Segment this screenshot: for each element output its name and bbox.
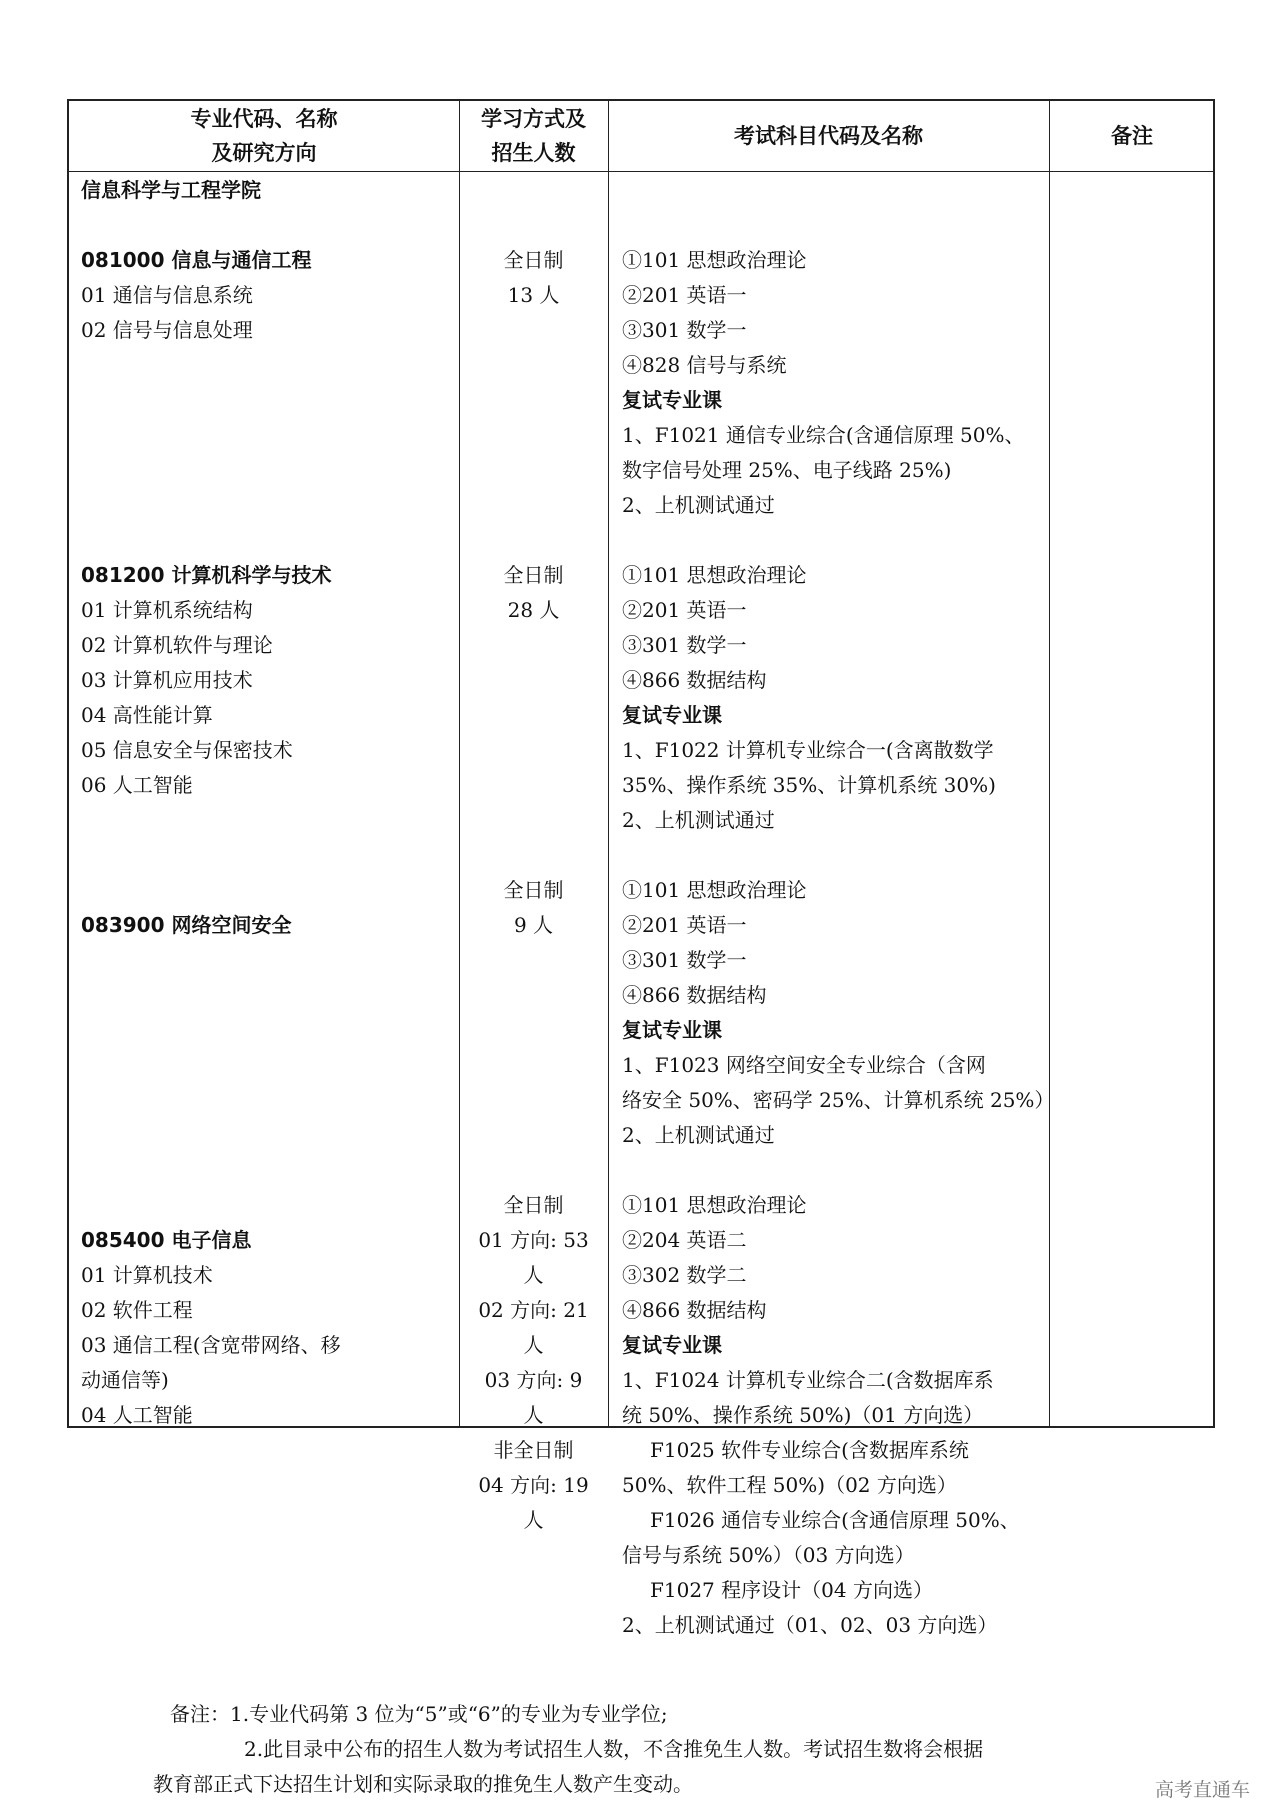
mode-line: 全日制 bbox=[503, 563, 564, 587]
mode-line: 13 人 bbox=[507, 283, 560, 307]
watermark: 高考直通车 bbox=[1154, 1779, 1250, 1801]
retest-item: 1、F1022 计算机专业综合一(含离散数学 bbox=[622, 738, 994, 762]
header-major-line1: 专业代码、名称 bbox=[190, 107, 338, 131]
direction-item: 01 计算机系统结构 bbox=[81, 598, 253, 622]
mode-line: 人 bbox=[523, 1333, 544, 1357]
mode-line: 全日制 bbox=[503, 878, 564, 902]
major-column bbox=[81, 173, 453, 1433]
retest-item: 1、F1021 通信专业综合(含通信原理 50%、 bbox=[622, 423, 1025, 447]
header-remarks-label: 备注 bbox=[1111, 124, 1153, 148]
mode-line: 人 bbox=[523, 1508, 544, 1532]
major-title: 085400 电子信息 bbox=[81, 1228, 252, 1252]
retest-item: 35%、操作系统 35%、计算机系统 30%) bbox=[622, 773, 996, 797]
column-divider bbox=[608, 101, 609, 1426]
retest-item: 1、F1023 网络空间安全专业综合（含网 bbox=[622, 1053, 986, 1077]
mode-line: 01 方向: 53 bbox=[478, 1228, 589, 1252]
header-mode bbox=[459, 101, 608, 171]
major-title: 083900 网络空间安全 bbox=[81, 913, 292, 937]
mode-line: 全日制 bbox=[503, 1193, 564, 1217]
mode-line: 04 方向: 19 bbox=[478, 1473, 589, 1497]
exam-subject: ①101 思想政治理论 bbox=[622, 248, 807, 272]
header-exams bbox=[608, 101, 1049, 171]
mode-line: 03 方向: 9 bbox=[484, 1368, 583, 1392]
major-title: 081000 信息与通信工程 bbox=[81, 248, 312, 272]
direction-item: 05 信息安全与保密技术 bbox=[81, 738, 293, 762]
footnote-line: 备注：1.专业代码第 3 位为“5”或“6”的专业为专业学位; bbox=[170, 1702, 668, 1726]
mode-line: 非全日制 bbox=[493, 1438, 574, 1462]
retest-label: 复试专业课 bbox=[622, 1018, 722, 1042]
exam-subject: ④866 数据结构 bbox=[622, 1298, 767, 1322]
exam-subject: ②201 英语一 bbox=[622, 913, 747, 937]
mode-line: 9 人 bbox=[513, 913, 554, 937]
retest-label: 复试专业课 bbox=[622, 388, 722, 412]
header-major bbox=[69, 101, 459, 171]
header-major-line2: 及研究方向 bbox=[211, 141, 317, 165]
exam-subject: ③302 数学二 bbox=[622, 1263, 747, 1287]
direction-item: 02 信号与信息处理 bbox=[81, 318, 253, 342]
exams-column bbox=[622, 173, 1055, 1643]
retest-item: 数字信号处理 25%、电子线路 25%) bbox=[622, 458, 952, 482]
mode-line: 02 方向: 21 bbox=[478, 1298, 589, 1322]
direction-item: 01 计算机技术 bbox=[81, 1263, 213, 1287]
direction-item: 01 通信与信息系统 bbox=[81, 283, 253, 307]
retest-item: 2、上机测试通过 bbox=[622, 1123, 775, 1147]
direction-item: 04 高性能计算 bbox=[81, 703, 213, 727]
direction-item: 03 计算机应用技术 bbox=[81, 668, 253, 692]
direction-item: 04 人工智能 bbox=[81, 1403, 193, 1427]
major-title: 081200 计算机科学与技术 bbox=[81, 563, 332, 587]
exam-subject: ④866 数据结构 bbox=[622, 983, 767, 1007]
retest-item: 信号与系统 50%）（03 方向选） bbox=[622, 1543, 915, 1567]
footnote-line: 教育部正式下达招生计划和实际录取的推免生人数产生变动。 bbox=[153, 1772, 693, 1796]
exam-subject: ①101 思想政治理论 bbox=[622, 563, 807, 587]
mode-line: 全日制 bbox=[503, 248, 564, 272]
exam-subject: ③301 数学一 bbox=[622, 948, 747, 972]
footnote-line: 2.此目录中公布的招生人数为考试招生人数，不含推免生人数。考试招生数将会根据 bbox=[244, 1737, 984, 1761]
retest-item: F1025 软件专业综合(含数据库系统 bbox=[650, 1438, 969, 1462]
direction-item: 动通信等) bbox=[81, 1368, 169, 1392]
header-exams-label: 考试科目代码及名称 bbox=[734, 124, 923, 148]
college-name: 信息科学与工程学院 bbox=[81, 178, 261, 202]
retest-label: 复试专业课 bbox=[622, 703, 722, 727]
direction-item: 06 人工智能 bbox=[81, 773, 193, 797]
retest-item: 1、F1024 计算机专业综合二(含数据库系 bbox=[622, 1368, 994, 1392]
exam-subject: ②204 英语二 bbox=[622, 1228, 747, 1252]
header-mode-line1: 学习方式及 bbox=[481, 107, 586, 131]
direction-item: 02 计算机软件与理论 bbox=[81, 633, 273, 657]
header-divider bbox=[69, 171, 1213, 172]
header-mode-line2: 招生人数 bbox=[491, 141, 576, 165]
exam-subject: ①101 思想政治理论 bbox=[622, 878, 807, 902]
retest-item: F1026 通信专业综合(含通信原理 50%、 bbox=[650, 1508, 1020, 1532]
admissions-table bbox=[67, 99, 1215, 1637]
retest-item: F1027 程序设计（04 方向选） bbox=[650, 1578, 933, 1602]
direction-item: 02 软件工程 bbox=[81, 1298, 193, 1322]
mode-line: 28 人 bbox=[507, 598, 560, 622]
retest-item: 络安全 50%、密码学 25%、计算机系统 25%） bbox=[622, 1088, 1055, 1112]
exam-subject: ①101 思想政治理论 bbox=[622, 1193, 807, 1217]
mode-column bbox=[459, 173, 608, 1538]
mode-line: 人 bbox=[523, 1403, 544, 1427]
exam-subject: ④866 数据结构 bbox=[622, 668, 767, 692]
retest-item: 统 50%、操作系统 50%)（01 方向选） bbox=[622, 1403, 984, 1427]
header-remarks bbox=[1049, 101, 1215, 171]
mode-line: 人 bbox=[523, 1263, 544, 1287]
exam-subject: ③301 数学一 bbox=[622, 318, 747, 342]
retest-item: 2、上机测试通过（01、02、03 方向选） bbox=[622, 1613, 998, 1637]
retest-label: 复试专业课 bbox=[622, 1333, 722, 1357]
retest-item: 2、上机测试通过 bbox=[622, 808, 775, 832]
direction-item: 03 通信工程(含宽带网络、移 bbox=[81, 1333, 341, 1357]
column-divider bbox=[1049, 101, 1050, 1426]
exam-subject: ③301 数学一 bbox=[622, 633, 747, 657]
retest-item: 50%、软件工程 50%)（02 方向选） bbox=[622, 1473, 957, 1497]
exam-subject: ②201 英语一 bbox=[622, 283, 747, 307]
retest-item: 2、上机测试通过 bbox=[622, 493, 775, 517]
exam-subject: ②201 英语一 bbox=[622, 598, 747, 622]
exam-subject: ④828 信号与系统 bbox=[622, 353, 787, 377]
footnotes bbox=[153, 1697, 1170, 1802]
